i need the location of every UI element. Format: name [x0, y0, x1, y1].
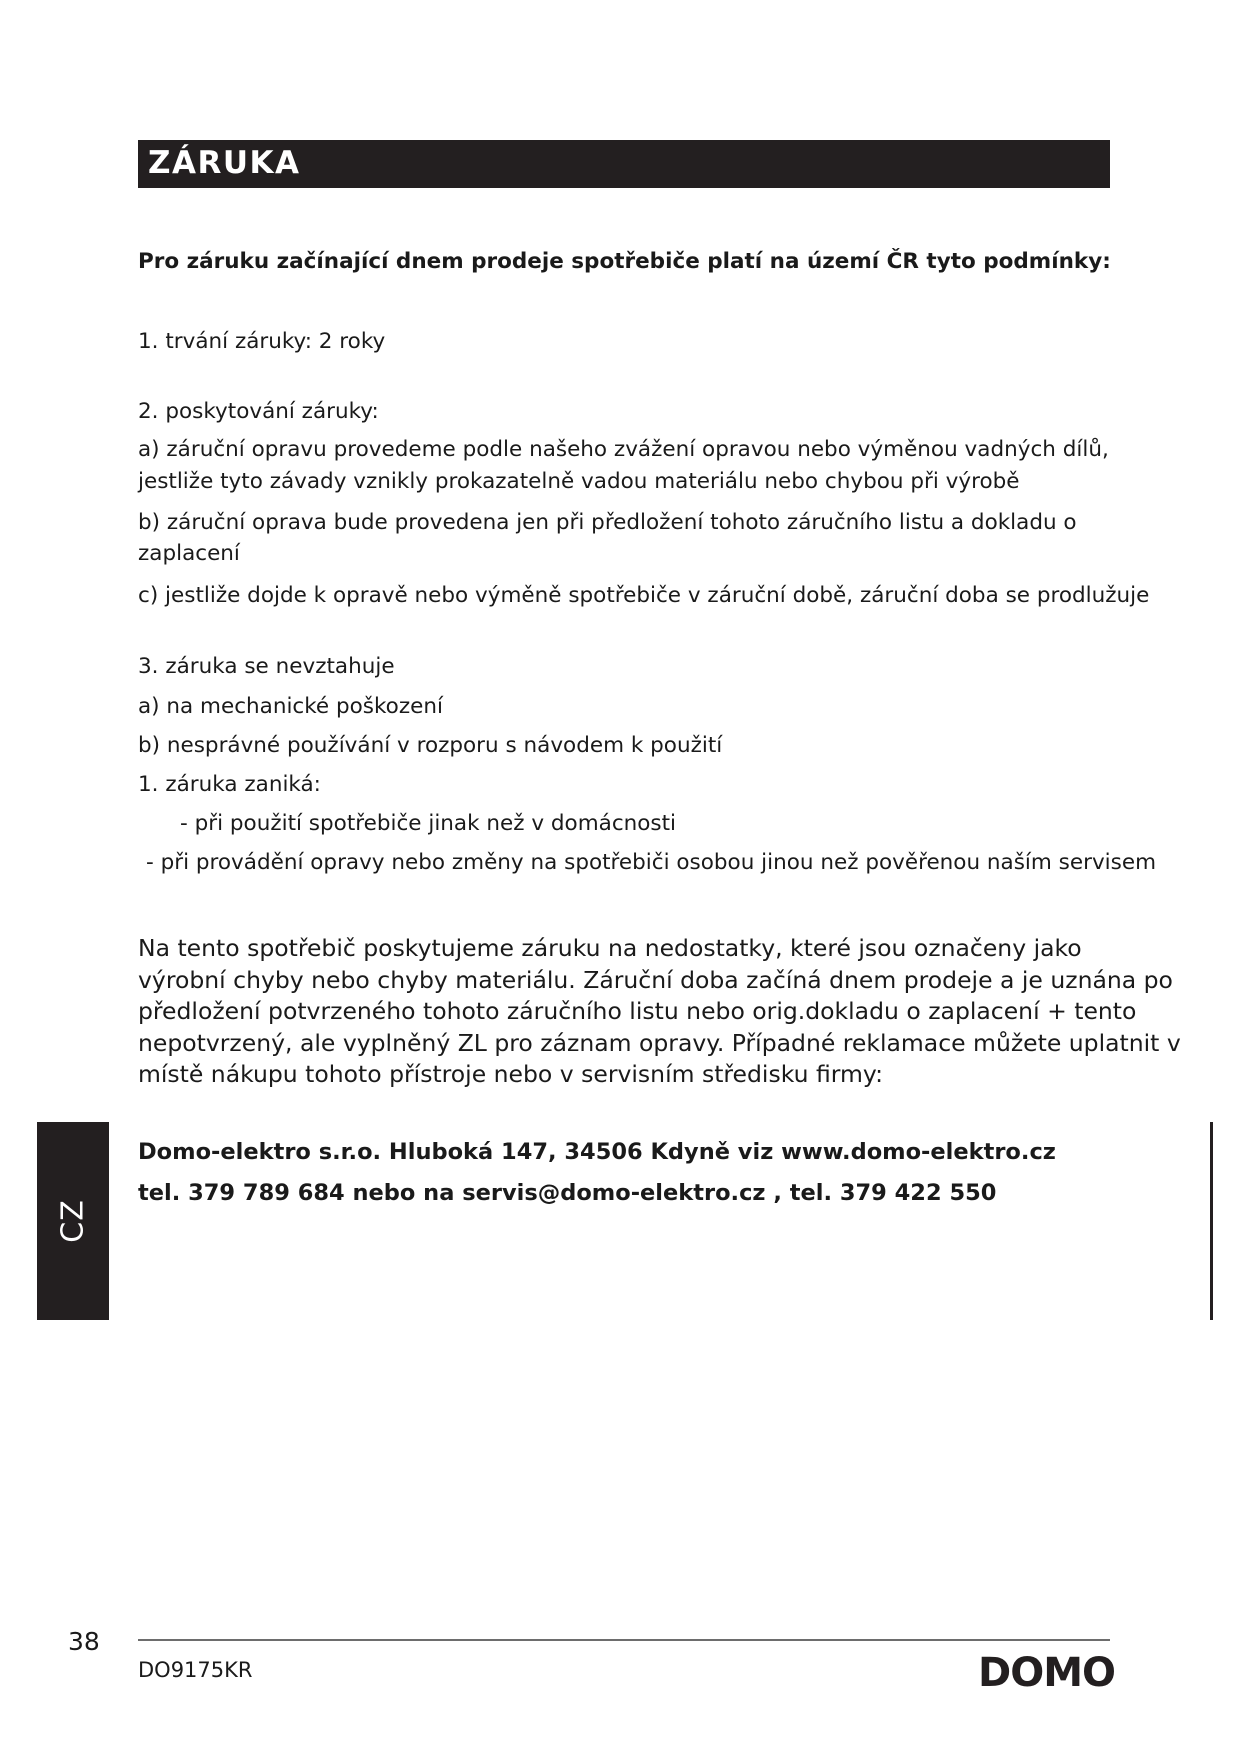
- section3-dash2: - při provádění opravy nebo změny na spotřebiči osobou jinou než pověřenou naším servisem: [146, 850, 1157, 875]
- footer-divider: [138, 1639, 1110, 1641]
- section3-sub-heading: 1. záruka zaniká:: [138, 772, 321, 797]
- section2-c-line1: c) jestliže dojde k opravě nebo výměně spotřebiče v záruční době, záruční doba se prodlužuje: [138, 583, 1150, 608]
- section-title-bar: [138, 140, 1110, 188]
- paragraph-line: místě nákupu tohoto přístroje nebo v servisním středisku firmy:: [138, 1060, 884, 1088]
- paragraph-line: předložení potvrzeného tohoto záručního listu nebo orig.dokladu o zaplacení + tento: [138, 997, 1137, 1025]
- section2-b-line2: zaplacení: [138, 541, 240, 566]
- language-tab: [37, 1122, 109, 1320]
- paragraph-line: Na tento spotřebič poskytujeme záruku na nedostatky, které jsou označeny jako: [138, 934, 1082, 962]
- paragraph-line: nepotvrzený, ale vyplněný ZL pro záznam opravy. Případné reklamace můžete uplatnit v: [138, 1028, 1181, 1057]
- warranty-duration: 1. trvání záruky: 2 roky: [138, 329, 386, 354]
- language-label: CZ: [55, 1199, 91, 1243]
- intro-text: Pro záruku začínající dnem prodeje spotřebiče platí na území ČR tyto podmínky:: [138, 249, 1111, 274]
- page-title: ZÁRUKA: [148, 145, 301, 181]
- section3-heading: 3. záruka se nevztahuje: [138, 654, 395, 679]
- section2-heading: 2. poskytování záruky:: [138, 399, 379, 424]
- domo-logo: DOMO: [978, 1650, 1116, 1696]
- section2-b-line1: b) záruční oprava bude provedena jen při předložení tohoto záručního listu a dokladu o: [138, 510, 1077, 535]
- section3-dash1: - při použití spotřebiče jinak než v domácnosti: [180, 811, 677, 836]
- contact-phone: tel. 379 789 684 nebo na servis@domo-elektro.cz , tel. 379 422 550: [138, 1180, 997, 1206]
- page-number: 38: [68, 1627, 100, 1656]
- section2-a-line1: a) záruční opravu provedeme podle našeho zvážení opravou nebo výměnou vadných dílů,: [138, 437, 1109, 462]
- contact-address: Domo-elektro s.r.o. Hluboká 147, 34506 Kdyně viz www.domo-elektro.cz: [138, 1139, 1056, 1165]
- section3-b: b) nesprávné používání v rozporu s návodem k použití: [138, 733, 723, 758]
- right-margin-rule: [1210, 1122, 1213, 1320]
- warranty-paragraph: [138, 933, 1181, 1091]
- section2-a-line2: jestliže tyto závady vznikly prokazatelně vadou materiálu nebo chybou při výrobě: [138, 469, 1020, 494]
- model-number: DO9175KR: [138, 1658, 253, 1682]
- section3-a: a) na mechanické poškození: [138, 694, 443, 719]
- paragraph-line: výrobní chyby nebo chyby materiálu. Záruční doba začíná dnem prodeje a je uznána po: [138, 965, 1173, 994]
